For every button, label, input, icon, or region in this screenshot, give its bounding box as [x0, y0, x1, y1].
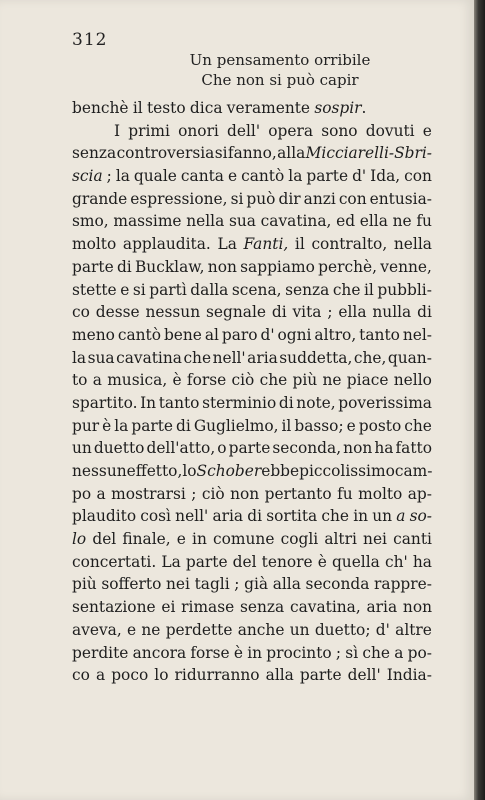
text-line	[72, 165, 432, 188]
word: parte	[299, 666, 342, 685]
word: e	[127, 620, 137, 639]
text-line	[72, 233, 432, 256]
word: duetto	[93, 439, 145, 458]
word: sterminio	[202, 393, 277, 412]
word: la	[114, 416, 129, 435]
word: si	[132, 280, 146, 299]
word: ogni	[277, 325, 312, 344]
text-line	[72, 347, 432, 370]
word: suddetta,	[279, 348, 353, 367]
word: del	[232, 552, 257, 571]
word: dell'	[347, 666, 381, 685]
word: sortita	[266, 507, 318, 526]
word: nella	[393, 235, 432, 254]
text-line	[72, 120, 432, 143]
word: desse	[95, 303, 140, 322]
word: pertanto	[264, 484, 332, 503]
word: piace	[346, 371, 389, 390]
word: basso;	[294, 416, 344, 435]
word: ap-	[407, 484, 432, 503]
word: in	[192, 530, 207, 549]
word: è	[317, 552, 327, 571]
word: altre	[395, 620, 432, 639]
word: d'	[352, 167, 367, 186]
word: ;	[327, 303, 333, 322]
word: partì	[149, 280, 187, 299]
word: po-	[407, 643, 432, 662]
word: lo	[182, 462, 197, 480]
word: non	[402, 598, 432, 617]
word: po	[72, 484, 92, 503]
word: forse	[186, 371, 227, 390]
word: altri	[324, 530, 357, 549]
word: sua	[228, 212, 256, 231]
word: bene	[163, 325, 202, 344]
text-line	[72, 551, 432, 574]
word: piccolissimo	[299, 462, 395, 480]
word: note,	[296, 393, 336, 412]
word: pubbli-	[377, 280, 432, 299]
word: rappre-	[374, 575, 432, 594]
word: il	[294, 235, 305, 254]
word: sentazione	[72, 598, 156, 617]
word: che	[183, 348, 212, 367]
word: ;	[335, 643, 342, 662]
word: benchè	[72, 99, 129, 117]
word: grande	[72, 189, 128, 208]
word: fu	[416, 212, 432, 231]
word: quan-	[387, 348, 432, 367]
word: è	[102, 416, 112, 435]
word: poco	[111, 666, 149, 685]
word: so-	[409, 507, 432, 526]
word: ;	[234, 575, 240, 594]
word: ;	[106, 167, 112, 186]
word: la	[72, 348, 87, 367]
word: lo	[72, 530, 87, 549]
word: ebbe	[261, 462, 300, 480]
word: di	[417, 303, 432, 322]
word: di	[176, 416, 191, 435]
word: e	[422, 121, 432, 140]
word: tagli	[194, 575, 230, 594]
word: anzi	[303, 189, 336, 208]
word: d'	[260, 325, 275, 344]
word: I	[114, 121, 121, 140]
word: parte	[306, 167, 349, 186]
word: un	[72, 439, 92, 458]
word: testo	[146, 99, 186, 117]
word: un	[289, 620, 310, 639]
word: fatto	[395, 439, 432, 458]
word: opera	[268, 121, 314, 140]
word: plaudito	[72, 507, 137, 526]
word: la	[115, 167, 130, 186]
word: alla	[277, 144, 306, 163]
text-line	[72, 256, 432, 279]
word: nulla	[372, 303, 412, 322]
text-line	[72, 573, 432, 596]
word: che,	[353, 348, 387, 367]
word: rimase	[181, 598, 235, 617]
word: che	[362, 643, 390, 662]
header-quote	[150, 50, 410, 90]
word: molto	[358, 484, 403, 503]
text-line	[72, 483, 432, 506]
word: a	[396, 507, 406, 526]
text-line	[72, 369, 432, 392]
word: dica	[189, 99, 223, 117]
word: dalla	[190, 280, 229, 299]
text-line	[72, 415, 432, 438]
word: aveva,	[72, 620, 122, 639]
word: Fanti,	[243, 235, 289, 254]
word: senza	[72, 144, 117, 163]
word: to	[72, 371, 88, 390]
word: In	[140, 393, 157, 412]
word: ne	[141, 620, 161, 639]
word: paro	[221, 325, 258, 344]
word: La	[217, 235, 237, 254]
word: dell'atto,	[146, 439, 216, 458]
word: aria	[366, 598, 398, 617]
word: sofferto	[101, 575, 162, 594]
word: segnale	[206, 303, 266, 322]
word: lo	[154, 666, 169, 685]
word: massime	[113, 212, 182, 231]
word: aria	[212, 507, 244, 526]
word: sì	[345, 643, 359, 662]
word: ch'	[384, 552, 408, 571]
word: altro,	[314, 325, 357, 344]
word: seconda	[305, 575, 370, 594]
text-line	[72, 142, 432, 165]
word: sua	[87, 348, 115, 367]
text-line	[72, 619, 432, 642]
word: nessun	[145, 303, 201, 322]
word: meno	[72, 325, 115, 344]
word: il	[132, 99, 143, 117]
text-line	[72, 188, 432, 211]
word: parte	[185, 552, 228, 571]
word: la	[288, 167, 303, 186]
word: effetto,	[126, 462, 183, 480]
word: di	[271, 303, 287, 322]
word: co	[72, 303, 90, 322]
word: dell'	[227, 121, 261, 140]
word: finale,	[122, 530, 171, 549]
text-line	[72, 210, 432, 233]
word: quale	[133, 167, 177, 186]
word: sospir.	[314, 99, 367, 117]
word: più	[72, 575, 97, 594]
word: quella	[331, 552, 380, 571]
word: forse	[190, 643, 230, 662]
word: nell'	[212, 348, 246, 367]
word: cavatina,	[260, 212, 332, 231]
word: India-	[386, 666, 432, 685]
word: il	[364, 280, 374, 299]
word: stette	[72, 280, 117, 299]
word: a	[92, 371, 102, 390]
word: pur	[72, 416, 100, 435]
word: nessun	[72, 462, 127, 480]
word: sappiamo	[240, 257, 315, 276]
word: comune	[213, 530, 275, 549]
word: più	[292, 371, 318, 390]
word: in	[353, 507, 369, 526]
word: fanno,	[227, 144, 277, 163]
word: posto	[358, 416, 402, 435]
word: nel-	[402, 325, 432, 344]
word: ei	[161, 598, 176, 617]
word: perchè,	[318, 257, 378, 276]
word: nei	[363, 530, 387, 549]
word: ne	[392, 212, 412, 231]
text-line	[72, 324, 432, 347]
word: applaudita.	[122, 235, 211, 254]
word: e	[176, 530, 186, 549]
word: ne	[322, 371, 342, 390]
word: ciò	[201, 484, 225, 503]
word: ha	[374, 439, 394, 458]
header-quote-line: Un pensamento orribile	[189, 51, 371, 69]
header-quote-line: Che non si può capir	[201, 71, 359, 89]
word: perdite	[72, 643, 129, 662]
word: cantò	[241, 167, 285, 186]
word: a	[96, 484, 106, 503]
word: e	[227, 167, 238, 186]
text-line	[72, 279, 432, 302]
word: Bucklaw,	[135, 257, 205, 276]
text-line	[72, 664, 432, 687]
word: non	[207, 257, 237, 276]
page-edge	[474, 0, 485, 800]
word: cavatina	[116, 348, 182, 367]
word: tanto	[158, 393, 200, 412]
word: senza	[240, 598, 285, 617]
word: co	[72, 666, 90, 685]
word: La	[161, 552, 181, 571]
word: aria	[247, 348, 278, 367]
word: musica,	[107, 371, 168, 390]
word: al	[204, 325, 219, 344]
word: tenore	[261, 552, 313, 571]
word: cam-	[394, 462, 433, 480]
word: può	[246, 189, 276, 208]
word: sono	[321, 121, 358, 140]
word: cogli	[280, 530, 319, 549]
word: del	[92, 530, 117, 549]
word: si	[214, 144, 228, 163]
word: e	[346, 416, 356, 435]
word: non	[230, 484, 260, 503]
word: nella	[186, 212, 225, 231]
word: ciò	[231, 371, 255, 390]
word: canta	[180, 167, 224, 186]
word: che	[404, 416, 432, 435]
word: a	[95, 666, 106, 685]
word: nello	[393, 371, 432, 390]
text-line	[72, 528, 432, 551]
word: di	[116, 257, 132, 276]
word: concertati.	[72, 552, 157, 571]
word: parte	[228, 439, 271, 458]
word: è	[233, 643, 243, 662]
word: è	[172, 371, 182, 390]
word: d'	[375, 620, 390, 639]
word: Ida,	[370, 167, 401, 186]
word: Micciarelli-Sbri-	[305, 144, 432, 163]
word: che	[332, 280, 361, 299]
text-line	[72, 301, 432, 324]
word: controversia	[116, 144, 215, 163]
word: scena,	[231, 280, 282, 299]
word: non	[343, 439, 373, 458]
word: con	[338, 189, 367, 208]
word: cantò	[117, 325, 161, 344]
word: ancora	[132, 643, 187, 662]
word: e	[120, 280, 130, 299]
word: dovuti	[365, 121, 415, 140]
text-line	[72, 596, 432, 619]
word: parte	[131, 416, 174, 435]
word: di	[278, 393, 294, 412]
word: ha	[412, 552, 432, 571]
word: ella	[359, 212, 388, 231]
word: anche	[237, 620, 285, 639]
word: procinto	[266, 643, 332, 662]
body-text	[72, 97, 432, 687]
word: smo,	[72, 212, 109, 231]
text-line	[72, 642, 432, 665]
text-line	[72, 97, 432, 120]
word: Schober	[196, 462, 262, 480]
word: che	[259, 371, 288, 390]
word: parte	[72, 257, 114, 276]
word: espressione,	[130, 189, 228, 208]
word: seconda,	[272, 439, 342, 458]
word: canti	[393, 530, 432, 549]
word: senza	[285, 280, 330, 299]
text-line	[72, 460, 432, 483]
text-line	[72, 392, 432, 415]
word: si	[230, 189, 244, 208]
word: con	[404, 167, 432, 186]
word: onori	[178, 121, 219, 140]
word: poverissima	[338, 393, 432, 412]
word: così	[140, 507, 171, 526]
word: ridurranno	[174, 666, 260, 685]
word: Guglielmo,	[193, 416, 279, 435]
word: contralto,	[311, 235, 388, 254]
word: di	[247, 507, 263, 526]
word: nei	[165, 575, 190, 594]
word: alla	[272, 575, 301, 594]
word: entusia-	[369, 189, 432, 208]
word: o	[217, 439, 227, 458]
word: un	[372, 507, 393, 526]
word: vita	[292, 303, 322, 322]
word: primi	[128, 121, 170, 140]
word: spartito.	[72, 393, 138, 412]
word: che	[321, 507, 350, 526]
word: cavatina,	[289, 598, 361, 617]
word: nell'	[175, 507, 209, 526]
word: fu	[337, 484, 353, 503]
word: duetto;	[314, 620, 371, 639]
text-line	[72, 437, 432, 460]
page-number: 312	[72, 30, 108, 50]
word: scia	[72, 167, 103, 186]
word: ed	[336, 212, 356, 231]
word: dir	[278, 189, 301, 208]
word: ;	[191, 484, 197, 503]
word: a	[394, 643, 404, 662]
text-line	[72, 505, 432, 528]
word: ella	[338, 303, 367, 322]
word: molto	[72, 235, 117, 254]
word: in	[247, 643, 263, 662]
word: tanto	[359, 325, 400, 344]
word: venne,	[380, 257, 432, 276]
word: perdette	[165, 620, 233, 639]
word: il	[281, 416, 292, 435]
word: alla	[265, 666, 294, 685]
word: veramente	[226, 99, 311, 117]
word: mostrarsi	[111, 484, 186, 503]
word: già	[244, 575, 269, 594]
